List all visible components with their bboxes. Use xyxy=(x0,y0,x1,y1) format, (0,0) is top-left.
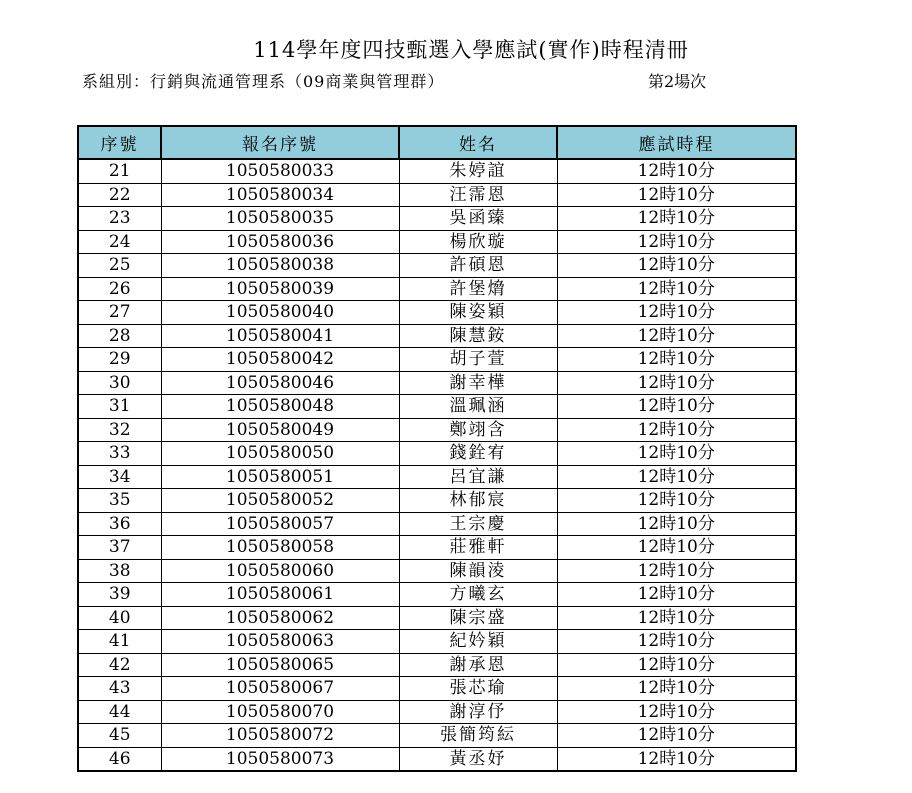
name-cell: 方曦玄 xyxy=(399,583,557,607)
seq-no-cell: 44 xyxy=(78,700,161,724)
exam-time-cell: 12時10分 xyxy=(557,512,796,536)
seq-no-cell: 35 xyxy=(78,489,161,513)
registration-no-cell: 1050580057 xyxy=(161,512,399,536)
exam-time-cell: 12時10分 xyxy=(557,653,796,677)
name-cell: 謝幸樺 xyxy=(399,371,557,395)
table-row xyxy=(78,230,796,254)
registration-no-cell: 1050580042 xyxy=(161,348,399,372)
table-row xyxy=(78,301,796,325)
name-cell: 莊雅軒 xyxy=(399,536,557,560)
name-cell: 陳宗盛 xyxy=(399,606,557,630)
name-cell: 汪霈恩 xyxy=(399,183,557,207)
registration-no-cell: 1050580051 xyxy=(161,465,399,489)
seq-no-cell: 21 xyxy=(78,159,161,183)
name-cell: 陳慧銨 xyxy=(399,324,557,348)
seq-no-cell: 40 xyxy=(78,606,161,630)
name-cell: 吳函臻 xyxy=(399,207,557,231)
exam-time-cell: 12時10分 xyxy=(557,606,796,630)
registration-no-cell: 1050580038 xyxy=(161,254,399,278)
registration-no-cell: 1050580073 xyxy=(161,747,399,771)
exam-time-cell: 12時10分 xyxy=(557,230,796,254)
seq-no-cell: 30 xyxy=(78,371,161,395)
seq-no-cell: 24 xyxy=(78,230,161,254)
seq-no-cell: 43 xyxy=(78,677,161,701)
seq-no-cell: 29 xyxy=(78,348,161,372)
table-row xyxy=(78,512,796,536)
seq-no-cell: 28 xyxy=(78,324,161,348)
exam-time-cell: 12時10分 xyxy=(557,254,796,278)
name-cell: 朱婷誼 xyxy=(399,159,557,183)
name-cell: 張芯瑜 xyxy=(399,677,557,701)
seq-no-cell: 23 xyxy=(78,207,161,231)
header-exam-time: 應試時程 xyxy=(557,126,796,159)
registration-no-cell: 1050580041 xyxy=(161,324,399,348)
name-cell: 楊欣璇 xyxy=(399,230,557,254)
exam-time-cell: 12時10分 xyxy=(557,324,796,348)
registration-no-cell: 1050580072 xyxy=(161,724,399,748)
exam-schedule-table xyxy=(77,125,797,772)
table-row xyxy=(78,724,796,748)
seq-no-cell: 22 xyxy=(78,183,161,207)
exam-time-cell: 12時10分 xyxy=(557,747,796,771)
registration-no-cell: 1050580067 xyxy=(161,677,399,701)
seq-no-cell: 37 xyxy=(78,536,161,560)
seq-no-cell: 45 xyxy=(78,724,161,748)
name-cell: 鄭翊含 xyxy=(399,418,557,442)
exam-time-cell: 12時10分 xyxy=(557,559,796,583)
name-cell: 許堡熁 xyxy=(399,277,557,301)
table-row xyxy=(78,653,796,677)
name-cell: 林郁宸 xyxy=(399,489,557,513)
name-cell: 張簡筠紜 xyxy=(399,724,557,748)
name-cell: 紀妗穎 xyxy=(399,630,557,654)
exam-time-cell: 12時10分 xyxy=(557,371,796,395)
name-cell: 謝承恩 xyxy=(399,653,557,677)
department-info: 系組別：行銷與流通管理系（09商業與管理群） xyxy=(82,72,445,91)
table-row xyxy=(78,207,796,231)
name-cell: 王宗慶 xyxy=(399,512,557,536)
registration-no-cell: 1050580035 xyxy=(161,207,399,231)
table-row xyxy=(78,418,796,442)
table-body xyxy=(78,159,796,771)
exam-time-cell: 12時10分 xyxy=(557,348,796,372)
table-row xyxy=(78,700,796,724)
name-cell: 陳韻淩 xyxy=(399,559,557,583)
registration-no-cell: 1050580062 xyxy=(161,606,399,630)
exam-time-cell: 12時10分 xyxy=(557,207,796,231)
registration-no-cell: 1050580061 xyxy=(161,583,399,607)
header-registration-no: 報名序號 xyxy=(161,126,399,159)
table-row xyxy=(78,348,796,372)
table-row xyxy=(78,442,796,466)
name-cell: 許碩恩 xyxy=(399,254,557,278)
exam-time-cell: 12時10分 xyxy=(557,700,796,724)
registration-no-cell: 1050580065 xyxy=(161,653,399,677)
exam-time-cell: 12時10分 xyxy=(557,583,796,607)
name-cell: 胡子萱 xyxy=(399,348,557,372)
exam-time-cell: 12時10分 xyxy=(557,489,796,513)
name-cell: 謝淳伃 xyxy=(399,700,557,724)
registration-no-cell: 1050580052 xyxy=(161,489,399,513)
registration-no-cell: 1050580063 xyxy=(161,630,399,654)
table-row xyxy=(78,465,796,489)
registration-no-cell: 1050580050 xyxy=(161,442,399,466)
seq-no-cell: 42 xyxy=(78,653,161,677)
exam-time-cell: 12時10分 xyxy=(557,442,796,466)
registration-no-cell: 1050580040 xyxy=(161,301,399,325)
registration-no-cell: 1050580039 xyxy=(161,277,399,301)
exam-time-cell: 12時10分 xyxy=(557,418,796,442)
seq-no-cell: 25 xyxy=(78,254,161,278)
name-cell: 錢銓宥 xyxy=(399,442,557,466)
exam-time-cell: 12時10分 xyxy=(557,677,796,701)
table-row xyxy=(78,395,796,419)
header-seq-no: 序號 xyxy=(78,126,161,159)
name-cell: 黃丞妤 xyxy=(399,747,557,771)
seq-no-cell: 41 xyxy=(78,630,161,654)
table-row xyxy=(78,630,796,654)
exam-time-cell: 12時10分 xyxy=(557,395,796,419)
exam-time-cell: 12時10分 xyxy=(557,630,796,654)
table-row xyxy=(78,606,796,630)
table-row xyxy=(78,277,796,301)
seq-no-cell: 38 xyxy=(78,559,161,583)
seq-no-cell: 46 xyxy=(78,747,161,771)
header-name: 姓名 xyxy=(399,126,557,159)
registration-no-cell: 1050580048 xyxy=(161,395,399,419)
table-row xyxy=(78,489,796,513)
page-title: 114學年度四技甄選入學應試(實作)時程清冊 xyxy=(253,38,689,62)
exam-time-cell: 12時10分 xyxy=(557,183,796,207)
registration-no-cell: 1050580049 xyxy=(161,418,399,442)
registration-no-cell: 1050580034 xyxy=(161,183,399,207)
table-row xyxy=(78,536,796,560)
registration-no-cell: 1050580058 xyxy=(161,536,399,560)
session-label: 第2場次 xyxy=(648,72,707,91)
seq-no-cell: 33 xyxy=(78,442,161,466)
registration-no-cell: 1050580046 xyxy=(161,371,399,395)
exam-time-cell: 12時10分 xyxy=(557,536,796,560)
exam-time-cell: 12時10分 xyxy=(557,724,796,748)
seq-no-cell: 39 xyxy=(78,583,161,607)
seq-no-cell: 27 xyxy=(78,301,161,325)
table-header-row xyxy=(78,126,796,159)
table-row xyxy=(78,371,796,395)
table-row xyxy=(78,183,796,207)
table-row xyxy=(78,159,796,183)
exam-time-cell: 12時10分 xyxy=(557,159,796,183)
table-row xyxy=(78,324,796,348)
registration-no-cell: 1050580036 xyxy=(161,230,399,254)
subtitle-row xyxy=(78,70,738,94)
registration-no-cell: 1050580033 xyxy=(161,159,399,183)
seq-no-cell: 34 xyxy=(78,465,161,489)
name-cell: 陳姿穎 xyxy=(399,301,557,325)
name-cell: 溫珮涵 xyxy=(399,395,557,419)
table-row xyxy=(78,254,796,278)
seq-no-cell: 26 xyxy=(78,277,161,301)
table-row xyxy=(78,559,796,583)
table-row xyxy=(78,583,796,607)
seq-no-cell: 32 xyxy=(78,418,161,442)
registration-no-cell: 1050580070 xyxy=(161,700,399,724)
exam-time-cell: 12時10分 xyxy=(557,277,796,301)
seq-no-cell: 36 xyxy=(78,512,161,536)
table-row xyxy=(78,677,796,701)
name-cell: 呂宜謙 xyxy=(399,465,557,489)
exam-time-cell: 12時10分 xyxy=(557,301,796,325)
seq-no-cell: 31 xyxy=(78,395,161,419)
table-row xyxy=(78,747,796,771)
exam-time-cell: 12時10分 xyxy=(557,465,796,489)
registration-no-cell: 1050580060 xyxy=(161,559,399,583)
